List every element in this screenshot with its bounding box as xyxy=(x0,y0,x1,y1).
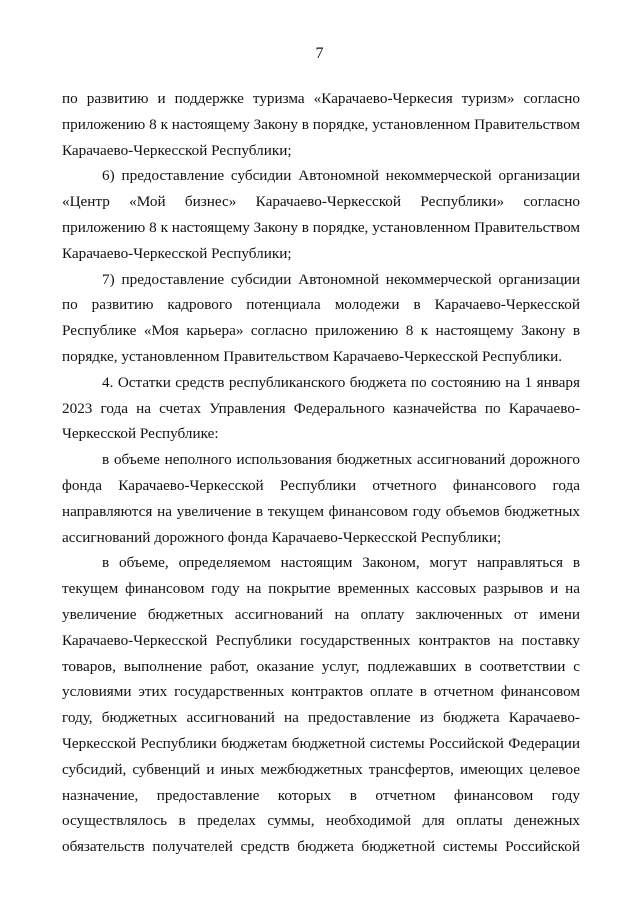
text-line: Черкесской Республики бюджетам бюджетной системы Российской Федерации xyxy=(62,734,580,752)
text-line: приложению 8 к настоящему Закону в порядке, установленном Правительством xyxy=(62,218,580,236)
text-line: 2023 года на счетах Управления Федерального казначейства по Карачаево- xyxy=(62,399,580,417)
text-line: направляются на увеличение в текущем финансовом году объемов бюджетных xyxy=(62,502,580,520)
text-line: году, бюджетных ассигнований на предоставление из бюджета Карачаево- xyxy=(62,709,580,727)
text-line: порядке, установленном Правительством Карачаево-Черкесской Республики. xyxy=(62,347,563,365)
text-line: Республике «Моя карьера» согласно приложению 8 к настоящему Закону в xyxy=(62,322,580,340)
text-line: в объеме неполного использования бюджетных ассигнований дорожного xyxy=(102,451,580,469)
text-line: текущем финансовом году на покрытие временных кассовых разрывов и на xyxy=(62,580,580,598)
text-line: в объеме, определяемом настоящим Законом, могут направляться в xyxy=(102,554,580,572)
text-line: приложению 8 к настоящему Закону в порядке, установленном Правительством xyxy=(62,115,580,133)
text-line: Карачаево-Черкесской Республики; xyxy=(62,141,292,159)
text-line: обязательств получателей средств бюджета бюджетной системы Российской xyxy=(62,838,580,856)
text-line: 6) предоставление субсидии Автономной некоммерческой организации xyxy=(102,167,580,185)
document-body xyxy=(62,86,580,860)
text-line: Карачаево-Черкесской Республики государственных контрактов на поставку xyxy=(62,631,580,649)
text-line: по развитию и поддержке туризма «Карачаево-Черкесия туризм» согласно xyxy=(62,90,580,107)
text-line: товаров, выполнение работ, оказание услуг, подлежавших в соответствии с xyxy=(62,657,580,675)
text-line: субсидий, субвенций и иных межбюджетных трансфертов, имеющих целевое xyxy=(62,760,580,778)
text-line: Карачаево-Черкесской Республики; xyxy=(62,244,292,262)
text-line: фонда Карачаево-Черкесской Республики отчетного финансового года xyxy=(62,476,580,494)
text-line: «Центр «Мой бизнес» Карачаево-Черкесской Республики» согласно xyxy=(62,193,580,211)
text-line: назначение, предоставление которых в отчетном финансовом году xyxy=(62,786,580,804)
page-number: 7 xyxy=(315,45,324,62)
text-line: Черкесской Республике: xyxy=(62,425,219,443)
text-line: 4. Остатки средств республиканского бюджета по состоянию на 1 января xyxy=(102,373,580,391)
text-line: по развитию кадрового потенциала молодежи в Карачаево-Черкесской xyxy=(62,296,580,314)
text-line: осуществлялось в пределах суммы, необходимой для оплаты денежных xyxy=(62,812,580,830)
text-line: 7) предоставление субсидии Автономной некоммерческой организации xyxy=(102,270,580,288)
text-line: ассигнований дорожного фонда Карачаево-Черкесской Республики; xyxy=(62,528,502,546)
text-line: условиями этих государственных контрактов оплате в отчетном финансовом xyxy=(62,683,580,701)
text-line: увеличение бюджетных ассигнований на оплату заключенных от имени xyxy=(62,605,580,623)
